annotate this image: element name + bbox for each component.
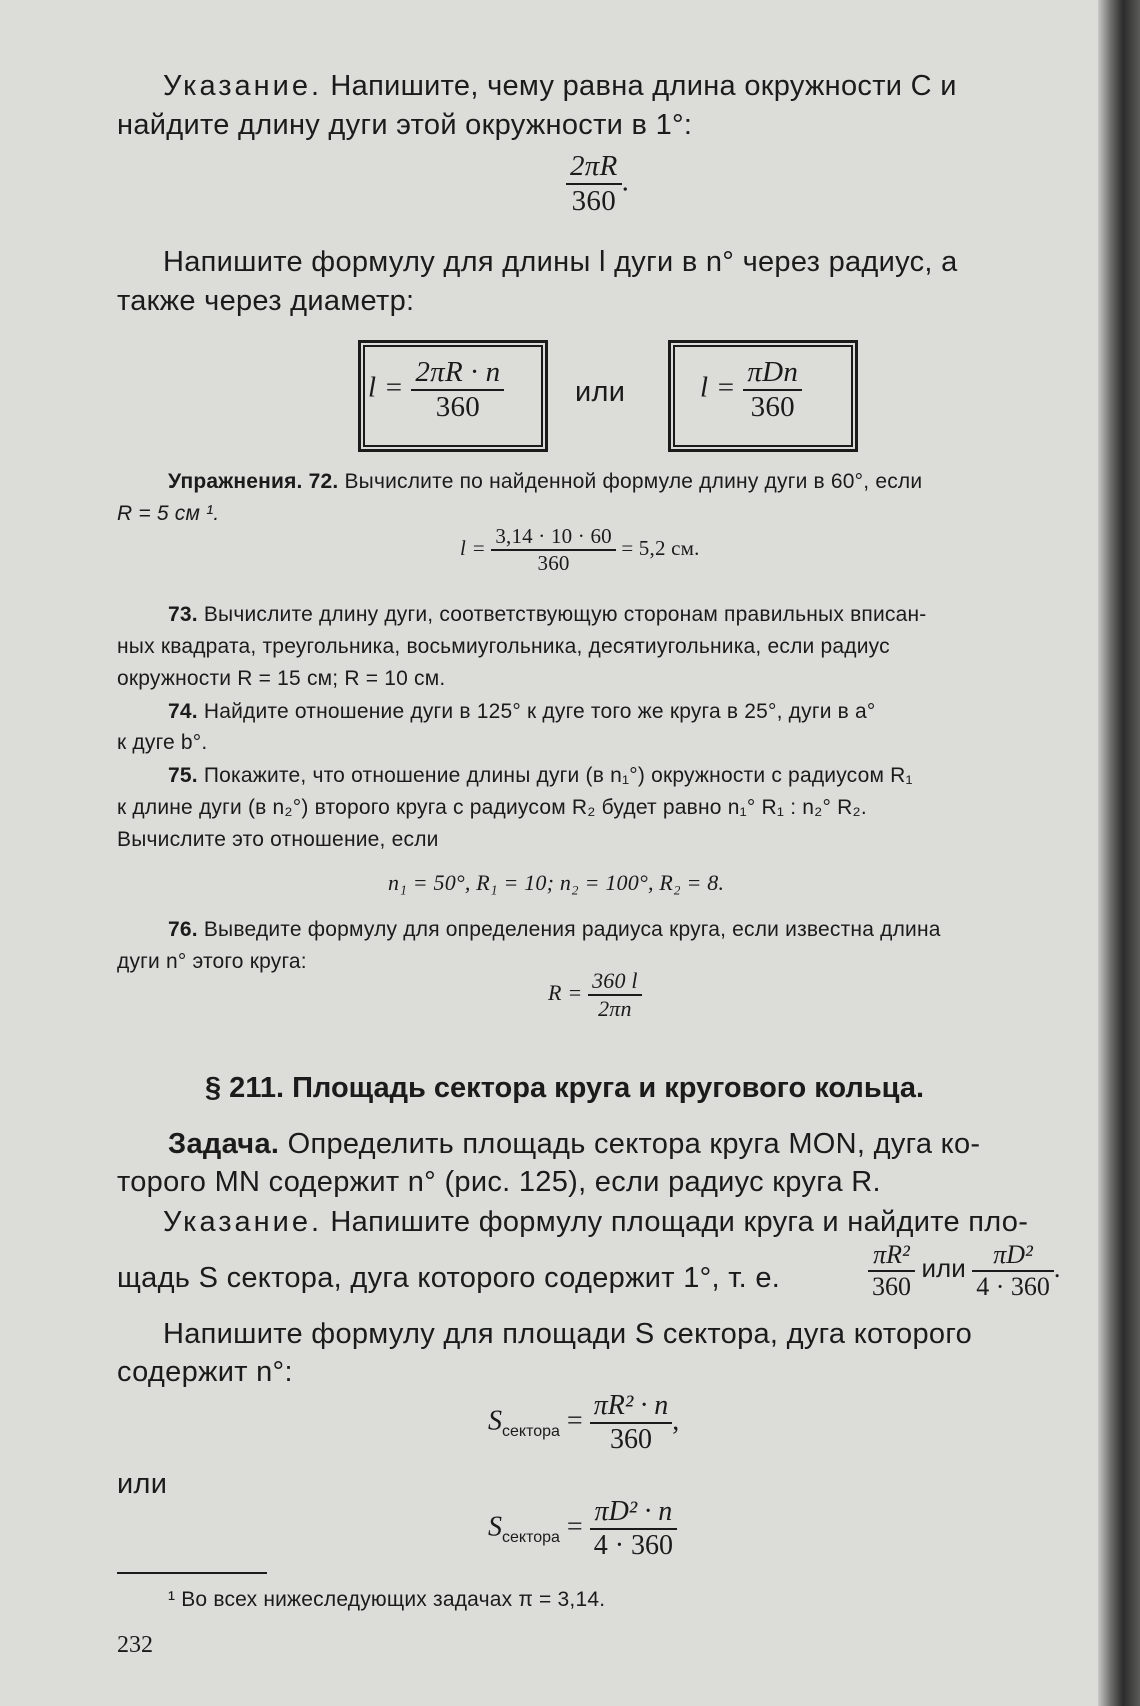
para-1-line-1: Напишите формулу для длины l дуги в n° через радиус, а — [163, 246, 958, 278]
sector-subscript: сектора — [502, 1529, 560, 1547]
exercise-number: 76. — [168, 918, 198, 941]
fraction-numerator: 2πR · n — [415, 356, 501, 388]
exercise-76-formula — [548, 968, 642, 1022]
page-binding-edge — [1098, 0, 1140, 1706]
sector-subscript: сектора — [502, 1423, 560, 1441]
fraction-denominator: 360 — [491, 549, 616, 576]
section-heading: § 211. Площадь сектора круга и кругового кольца. — [205, 1072, 925, 1104]
exercise-text: Покажите, что отношение длины дуги (в n₁°) окружности с радиусом R₁ — [197, 764, 913, 787]
exercise-75-values: n₁ = 50°, R₁ = 10; n₂ = 100°, R₂ = 8. — [388, 870, 725, 895]
equals-sign: = — [566, 1405, 583, 1437]
fraction-denominator: 360 — [566, 183, 622, 218]
fraction-numerator: πD² · n — [594, 1496, 673, 1527]
exercise-74-line-2: к дуге b°. — [117, 731, 208, 754]
footnote-rule — [117, 1572, 267, 1574]
exercise-75-line-3: Вычислите это отношение, если — [117, 828, 439, 851]
punctuation: . — [621, 165, 630, 198]
exercise-72-line-2: R = 5 см ¹. — [117, 502, 220, 525]
fraction-numerator: 2πR — [570, 150, 618, 182]
exercise-text: Вычислите длину дуги, соответствующую сторонам правильных вписан- — [197, 603, 927, 626]
punctuation: , — [672, 1405, 680, 1437]
hint-2-line-1 — [163, 1206, 1028, 1239]
arc-length-diameter-formula — [700, 356, 802, 424]
sector-symbol: S — [488, 1511, 502, 1543]
equals-sign: = — [566, 1511, 583, 1543]
task-label: Задача. — [168, 1128, 280, 1160]
exercise-text: Выведите формулу для определения радиуса круга, если известна длина — [197, 918, 941, 941]
or-word: или — [575, 376, 626, 408]
exercise-heading: Упражнения. 72. — [168, 470, 339, 493]
sector-symbol: S — [488, 1405, 502, 1437]
circle-arc-formula — [566, 150, 629, 218]
hint-1-line-1 — [163, 70, 957, 103]
exercise-text: Найдите отношение дуги в 125° к дуге того же круга в 25°, дуги в a° — [197, 700, 876, 723]
sector-area-radius-formula — [488, 1390, 679, 1456]
hint-text: Напишите, чему равна длина окружности C и — [322, 70, 957, 102]
fraction-numerator: 3,14 · 10 · 60 — [495, 524, 612, 548]
fraction-numerator: πD² — [993, 1240, 1033, 1269]
para-1-line-2: также через диаметр: — [117, 285, 415, 317]
hint-2-line-2: щадь S сектора, дуга которого содержит 1°, т. е. — [117, 1262, 781, 1294]
exercise-75-line-1 — [168, 764, 913, 788]
hint-label: Указание. — [163, 1206, 323, 1238]
hint-label: Указание. — [163, 70, 323, 102]
fraction-denominator: 360 — [743, 389, 802, 424]
page-number: 232 — [117, 1632, 153, 1658]
fraction-numerator: πR² · n — [593, 1390, 669, 1421]
exercise-74-line-1 — [168, 700, 876, 724]
exercise-76-line-1 — [168, 918, 941, 942]
fraction-numerator: πR² — [873, 1240, 910, 1269]
para-2-line-1: Напишите формулу для площади S сектора, дуга которого — [163, 1318, 973, 1350]
or-word: или — [921, 1252, 966, 1283]
calc-result: = 5,2 см. — [621, 535, 700, 560]
or-word-2: или — [117, 1468, 168, 1500]
exercise-72-line-1 — [168, 470, 922, 494]
formula-lhs: R = — [548, 980, 583, 1006]
para-2-line-2: содержит n°: — [117, 1356, 293, 1388]
arc-length-radius-formula — [368, 356, 504, 424]
task-text: Определить площадь сектора круга MON, дуга ко- — [279, 1128, 981, 1160]
fraction-numerator: πDn — [747, 356, 799, 388]
hint-1-line-2: найдите длину дуги этой окружности в 1°: — [117, 109, 693, 141]
fraction-denominator: 360 — [590, 1422, 673, 1456]
fraction-denominator: 360 — [868, 1270, 915, 1302]
exercise-76-line-2: дуги n° этого круга: — [117, 950, 307, 973]
task-line-1 — [168, 1128, 980, 1161]
footnote: ¹ Во всех нижеследующих задачах π = 3,14. — [168, 1588, 606, 1611]
fraction-numerator: 360 l — [592, 968, 638, 993]
task-line-2: торого MN содержит n° (рис. 125), если радиус круга R. — [117, 1166, 881, 1198]
exercise-73-line-3: окружности R = 15 см; R = 10 см. — [117, 667, 446, 690]
exercise-number: 74. — [168, 700, 198, 723]
exercise-75-line-2: к длине дуги (в n₂°) второго круга с радиусом R₂ будет равно n₁° R₁ : n₂° R₂. — [117, 796, 867, 819]
fraction-denominator: 360 — [411, 389, 504, 424]
exercise-72-calculation — [460, 524, 700, 576]
hint-text: Напишите формулу площади круга и найдите пло- — [322, 1206, 1029, 1238]
exercise-73-line-2: ных квадрата, треугольника, восьмиугольника, десятиугольника, если радиус — [117, 635, 890, 658]
fraction-denominator: 2πn — [588, 994, 642, 1022]
exercise-text: Вычислите по найденной формуле длину дуги в 60°, если — [338, 470, 923, 493]
formula-lhs: l = — [700, 371, 736, 404]
calc-lhs: l = — [460, 535, 486, 560]
exercise-number: 75. — [168, 764, 198, 787]
punctuation: . — [1053, 1253, 1061, 1283]
hint-2-formulas — [868, 1240, 1060, 1302]
exercise-73-line-1 — [168, 603, 927, 627]
fraction-denominator: 4 · 360 — [972, 1270, 1054, 1302]
sector-area-diameter-formula — [488, 1496, 677, 1562]
fraction-denominator: 4 · 360 — [590, 1528, 677, 1562]
exercise-number: 73. — [168, 603, 198, 626]
formula-lhs: l = — [368, 371, 404, 404]
